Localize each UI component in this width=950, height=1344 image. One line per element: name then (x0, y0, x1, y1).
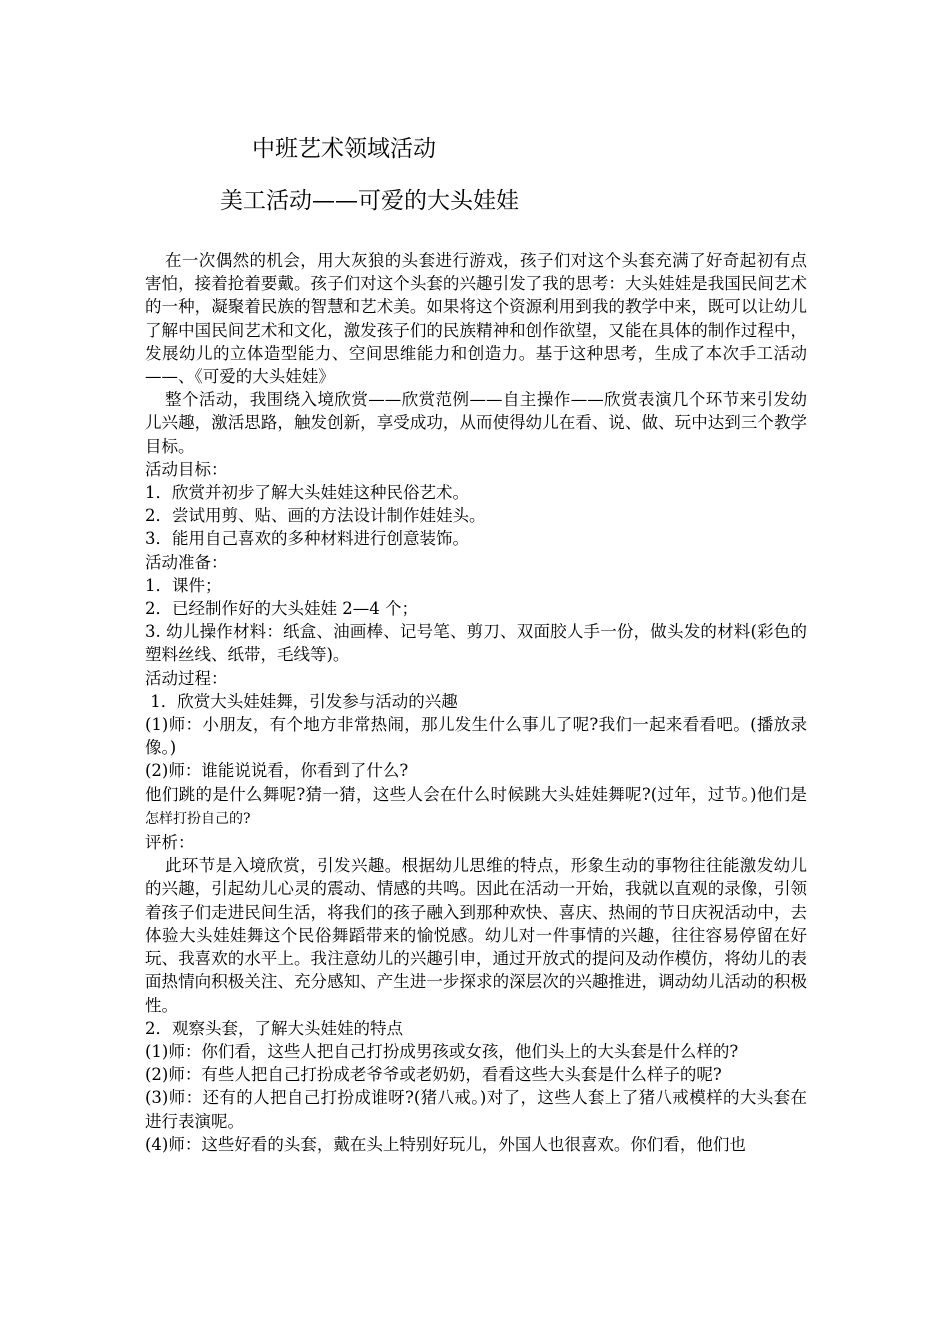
document-body (145, 249, 807, 1156)
prep-item: 1．课件； (145, 575, 222, 595)
step1-item: (1)师：小朋友，有个地方非常热闹，那儿发生什么事儿了呢?我们一起来看看吧。(播放录像。) (145, 715, 807, 758)
step2-item: (3)师：还有的人把自己打扮成谁呀?(猪八戒。)对了，这些人套上了猪八戒模样的大头套在进行表演呢。 (145, 1088, 807, 1131)
goal-item: 3．能用自己喜欢的多种材料进行创意装饰。 (145, 529, 469, 549)
goal-item: 1．欣赏并初步了解大头娃娃这种民俗艺术。 (145, 483, 469, 503)
prep-item: 2．已经制作好的大头娃娃 2—4 个； (145, 599, 418, 619)
prep-heading: 活动准备： (145, 552, 228, 572)
document-subtitle: 美工活动——可爱的大头娃娃 (220, 188, 519, 214)
step2-item: (2)师：有些人把自己打扮成老爷爷或老奶奶，看看这些大头套是什么样子的呢? (145, 1065, 722, 1085)
intro-paragraph: 在一次偶然的机会，用大灰狼的头套进行游戏，孩子们对这个头套充满了好奇起初有点害怕，接着抢着要戴。孩子们对这个头套的兴趣引发了我的思考：大头娃娃是我国民间艺术的一种，凝聚着民族的智慧和艺术美。如果将这个资源利用到我的教学中来，既可以让幼儿了解中国民间艺术和文化，激发孩子们的民族精神和创作欲望，又能在具体的制作过程中，发展幼儿的立体造型能力、空间思维能力和创造力。基于这种思考，生成了本次手工活动——、《可爱的大头娃娃》 (145, 251, 807, 387)
document-title: 中班艺术领域活动 (252, 136, 436, 162)
step1-item: (2)师：谁能说说看，你看到了什么? (145, 761, 409, 781)
step2-item: (1)师：你们看，这些人把自己打扮成男孩或女孩，他们头上的大头套是什么样的? (145, 1041, 739, 1061)
step2-item: (4)师：这些好看的头套，戴在头上特别好玩儿，外国人也很喜欢。你们看，他们也 (145, 1134, 746, 1154)
prep-item: 3. 幼儿操作材料：纸盒、油画棒、记号笔、剪刀、双面胶人手一份，做头发的材料(彩色的塑料丝线、纸带，毛线等)。 (145, 622, 807, 665)
analysis-heading: 评析： (145, 833, 195, 853)
step1-q3-small-text: 怎样打扮自己的? (145, 810, 251, 827)
intro-paragraph-2: 整个活动，我围绕入境欣赏——欣赏范例——自主操作——欣赏表演几个环节来引发幼儿兴趣，激活思路，触发创新，享受成功，从而使得幼儿在看、说、做、玩中达到三个教学目标。 (145, 390, 807, 456)
step2-heading: 2．观察头套，了解大头娃娃的特点 (145, 1018, 403, 1038)
step1-heading: 1．欣赏大头娃娃舞，引发参与活动的兴趣 (145, 691, 458, 711)
step1-q3-text: 他们跳的是什么舞呢?猜一猜，这些人会在什么时候跳大头娃娃舞呢?(过年，过节。)他们是 (145, 784, 807, 804)
goal-item: 2．尝试用剪、贴、画的方法设计制作娃娃头。 (145, 506, 486, 526)
analysis-paragraph: 此环节是入境欣赏，引发兴趣。根据幼儿思维的特点，形象生动的事物往往能激发幼儿的兴趣，引起幼儿心灵的震动、情感的共鸣。因此在活动一开始，我就以直观的录像，引领着孩子们走进民间生活，将我们的孩子融入到那种欢快、喜庆、热闹的节日庆祝活动中，去体验大头娃娃舞这个民俗舞蹈带来的愉悦感。幼儿对一件事情的兴趣，往往容易停留在好玩、我喜欢的水平上。我注意幼儿的兴趣引申，通过开放式的提问及动作模仿，将幼儿的表面热情向积极关注、充分感知、产生进一步探求的深层次的兴趣推进，调动幼儿活动的积极性。 (145, 856, 807, 1015)
process-heading: 活动过程： (145, 668, 228, 688)
step1-item (145, 783, 807, 831)
goals-heading: 活动目标： (145, 459, 228, 479)
